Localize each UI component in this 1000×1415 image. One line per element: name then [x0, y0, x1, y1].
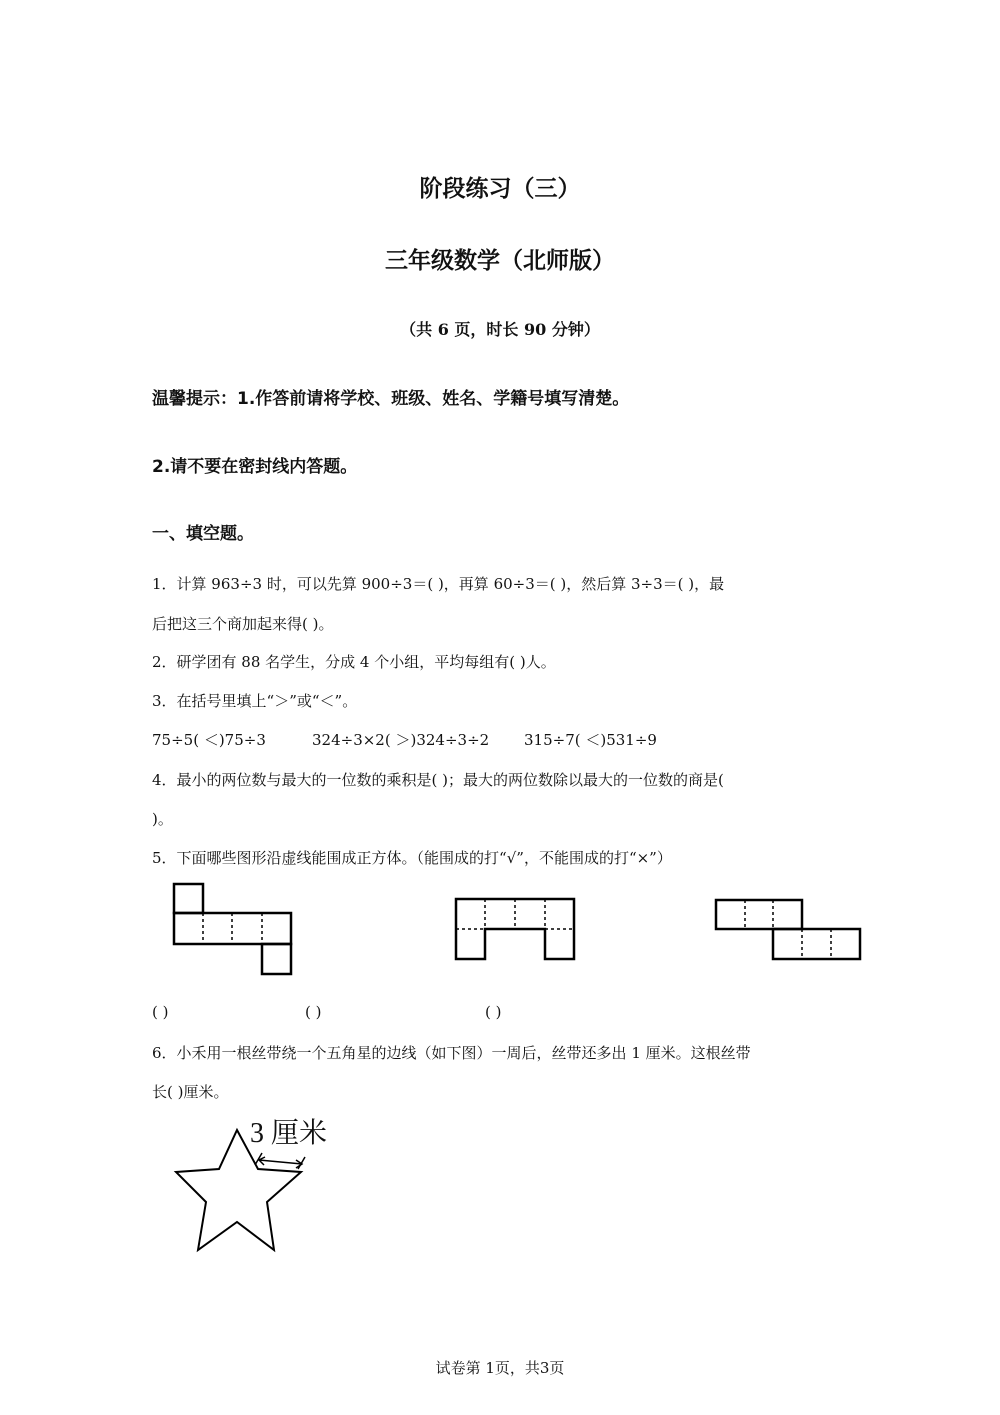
q2-text: 2．研学团有 88 名学生，分成 4 个小组，平均每组有( )人。: [152, 653, 556, 671]
q5-text: 5．下面哪些图形沿虚线能围成正方体。（能围成的打“√”，不能围成的打“×”）: [152, 849, 672, 867]
star-figure: [170, 1115, 360, 1260]
q5-answer-1[interactable]: ( ): [152, 1003, 169, 1021]
q4-line1: 4．最小的两位数与最大的一位数的乘积是( )；最大的两位数除以最大的一位数的商是(: [152, 771, 724, 789]
cube-net-figure-1: [170, 880, 300, 980]
q3-item-3: 315÷7( ＜)531÷9: [524, 731, 657, 749]
q3-item-1: 75÷5( ＜)75÷3: [152, 731, 266, 749]
q5-answer-3[interactable]: ( ): [485, 1003, 502, 1021]
q1-line2: 后把这三个商加起来得( )。: [152, 615, 334, 633]
q3-text: 3．在括号里填上“＞”或“＜”。: [152, 692, 358, 710]
q6-line1: 6．小禾用一根丝带绕一个五角星的边线（如下图）一周后，丝带还多出 1 厘米。这根丝带: [152, 1044, 751, 1062]
section-heading: 一、填空题。: [152, 524, 254, 544]
q1-line1: 1．计算 963÷3 时，可以先算 900÷3＝( )，再算 60÷3＝( )，然后算 3÷3＝( )，最: [152, 575, 725, 593]
star-dimension-label: 3 厘米: [250, 1118, 328, 1149]
q6-line2: 长( )厘米。: [152, 1083, 229, 1101]
q4-line2: )。: [152, 810, 173, 828]
page-title: 阶段练习（三）: [419, 176, 581, 202]
cube-net-figure-2: [452, 895, 582, 965]
page-footer: 试卷第 1页，共3页: [435, 1359, 565, 1377]
exam-meta: （共 6 页，时长 90 分钟）: [400, 320, 600, 339]
q3-item-2: 324÷3×2( ＞)324÷3÷2: [312, 731, 490, 749]
page-subtitle: 三年级数学（北师版）: [385, 248, 615, 274]
note-line-1: 温馨提示：1.作答前请将学校、班级、姓名、学籍号填写清楚。: [152, 389, 630, 409]
cube-net-figure-3: [712, 895, 864, 965]
q5-answer-2[interactable]: ( ): [305, 1003, 322, 1021]
note-line-2: 2.请不要在密封线内答题。: [152, 457, 358, 477]
